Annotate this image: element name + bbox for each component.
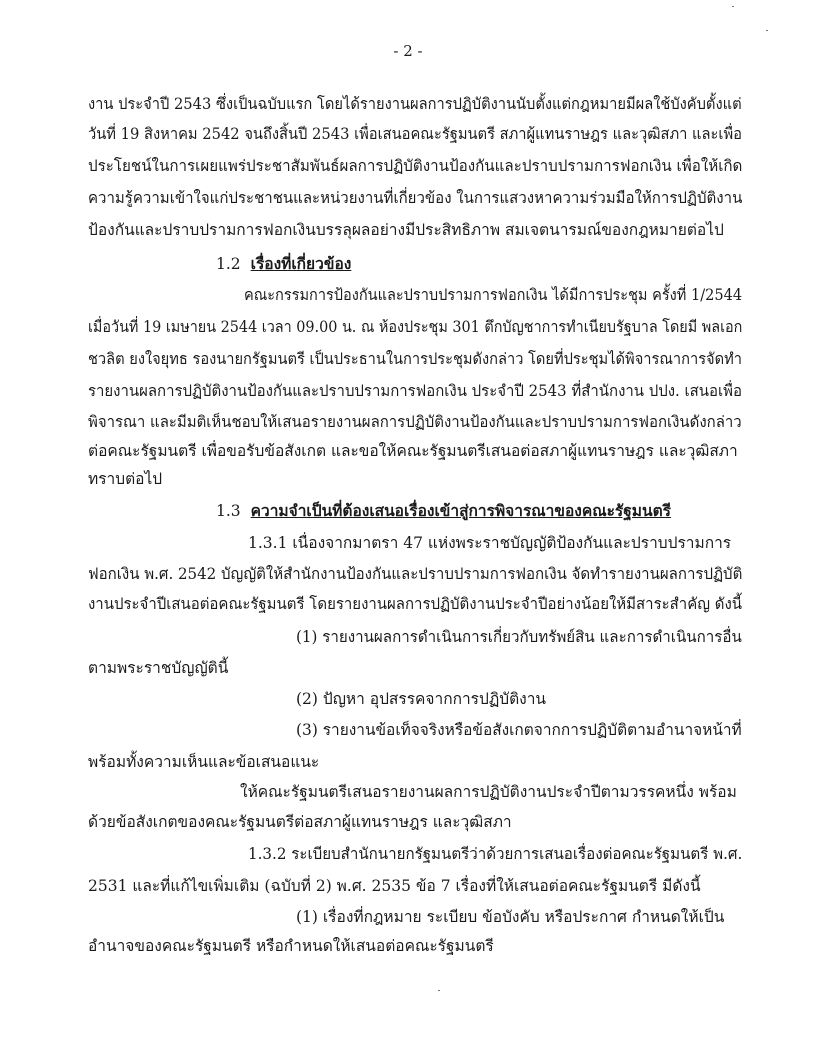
- intro-line-4: ความรู้ความเข้าใจแก่ประชาชนและหน่วยงานที่เกี่ยวข้อง ในการแสวงหาความร่วมมือให้การปฏิบัติงาน: [88, 189, 743, 207]
- section-1-2-line-2: เมื่อวันที่ 19 เมษายน 2544 เวลา 09.00 น. ณ ห้องประชุม 301 ตึกบัญชาการทำเนียบรัฐบาล โดยมี พลเอก: [88, 318, 743, 336]
- section-title: เรื่องที่เกี่ยวข้อง: [250, 254, 352, 273]
- section-1-3-line-10: ด้วยข้อสังเกตของคณะรัฐมนตรีต่อสภาผู้แทนราษฎร และวุฒิสภา: [88, 813, 512, 831]
- scan-speck: [732, 6, 734, 7]
- section-1-3-line-6: (2) ปัญหา อุปสรรคจากการปฏิบัติงาน: [296, 690, 547, 708]
- section-1-3-line-7: (3) รายงานข้อเท็จจริงหรือข้อสังเกตจากการปฏิบัติตามอำนาจหน้าที่: [296, 721, 742, 739]
- section-1-3-line-1: 1.3.1 เนื่องจากมาตรา 47 แห่งพระราชบัญญัติป้องกันและปราบปรามการ: [248, 534, 732, 552]
- page-number: - 2 -: [393, 42, 423, 60]
- section-1-3-line-14: อำนาจของคณะรัฐมนตรี หรือกำหนดให้เสนอต่อคณะรัฐมนตรี: [88, 937, 494, 955]
- section-1-2-line-1: คณะกรรมการป้องกันและปราบปรามการฟอกเงิน ได้มีการประชุม ครั้งที่ 1/2544: [244, 286, 743, 304]
- section-1-2-line-6: ต่อคณะรัฐมนตรี เพื่อขอรับข้อสังเกต และขอให้คณะรัฐมนตรีเสนอต่อสภาผู้แทนราษฎร และวุฒิสภา: [88, 442, 738, 460]
- section-1-2-line-5: พิจารณา และมีมติเห็นชอบให้เสนอรายงานผลการปฏิบัติงานป้องกันและปราบปรามการฟอกเงินดังกล่าว: [88, 413, 742, 431]
- section-title: ความจำเป็นที่ต้องเสนอเรื่องเข้าสู่การพิจารณาของคณะรัฐมนตรี: [250, 501, 672, 520]
- section-1-3-line-8: พร้อมทั้งความเห็นและข้อเสนอแนะ: [88, 753, 320, 771]
- section-1-3-line-11: 1.3.2 ระเบียบสำนักนายกรัฐมนตรีว่าด้วยการเสนอเรื่องต่อคณะรัฐมนตรี พ.ศ.: [248, 845, 743, 863]
- section-1-3-line-4: (1) รายงานผลการดำเนินการเกี่ยวกับทรัพย์สิน และการดำเนินการอื่น: [296, 628, 742, 646]
- section-1-3-line-3: งานประจำปีเสนอต่อคณะรัฐมนตรี โดยรายงานผลการปฏิบัติงานประจำปีอย่างน้อยให้มีสาระสำคัญ ดังนี้: [88, 595, 743, 613]
- section-number: 1.3: [216, 502, 241, 520]
- section-1-3-line-5: ตามพระราชบัญญัตินี้: [88, 659, 229, 677]
- intro-line-5: ป้องกันและปราบปรามการฟอกเงินบรรลุผลอย่างมีประสิทธิภาพ สมเจตนารมณ์ของกฎหมายต่อไป: [88, 221, 724, 239]
- section-1-3-line-13: (1) เรื่องที่กฎหมาย ระเบียบ ข้อบังคับ หรือประกาศ กำหนดให้เป็น: [296, 908, 725, 926]
- intro-line-2: วันที่ 19 สิงหาคม 2542 จนถึงสิ้นปี 2543 เพื่อเสนอคณะรัฐมนตรี สภาผู้แทนราษฎร และวุฒิสภา และเพื่อ: [88, 125, 742, 143]
- section-1-2-heading: [216, 253, 351, 275]
- section-1-2-line-3: ชวลิต ยงใจยุทธ รองนายกรัฐมนตรี เป็นประธานในการประชุมดังกล่าว โดยที่ประชุมได้พิจารณาการจัดทำ: [88, 350, 742, 368]
- section-1-2-line-7: ทราบต่อไป: [88, 470, 163, 488]
- intro-line-3: ประโยชน์ในการเผยแพร่ประชาสัมพันธ์ผลการปฏิบัติงานป้องกันและปราบปรามการฟอกเงิน เพื่อให้เกิด: [88, 157, 743, 175]
- section-number: 1.2: [216, 255, 241, 273]
- section-1-3-heading: [216, 500, 671, 522]
- section-1-2-line-4: รายงานผลการปฏิบัติงานป้องกันและปราบปรามการฟอกเงิน ประจำปี 2543 ที่สำนักงาน ปปง. เสนอเพื่อ: [88, 382, 742, 400]
- scan-speck: [438, 990, 440, 991]
- section-1-3-line-2: ฟอกเงิน พ.ศ. 2542 บัญญัติให้สำนักงานป้องกันและปราบปรามการฟอกเงิน จัดทำรายงานผลการปฏิบัติ: [88, 565, 743, 583]
- intro-line-1: งาน ประจำปี 2543 ซึ่งเป็นฉบับแรก โดยได้รายงานผลการปฏิบัติงานนับตั้งแต่กฎหมายมีผลใช้บังคับตั้งแต่: [88, 95, 742, 113]
- section-1-3-line-9: ให้คณะรัฐมนตรีเสนอรายงานผลการปฏิบัติงานประจำปีตามวรรคหนึ่ง พร้อม: [240, 783, 737, 801]
- scan-speck: [766, 30, 768, 31]
- section-1-3-line-12: 2531 และที่แก้ไขเพิ่มเติม (ฉบับที่ 2) พ.ศ. 2535 ข้อ 7 เรื่องที่ให้เสนอต่อคณะรัฐมนตรี มีดังนี้: [88, 877, 701, 895]
